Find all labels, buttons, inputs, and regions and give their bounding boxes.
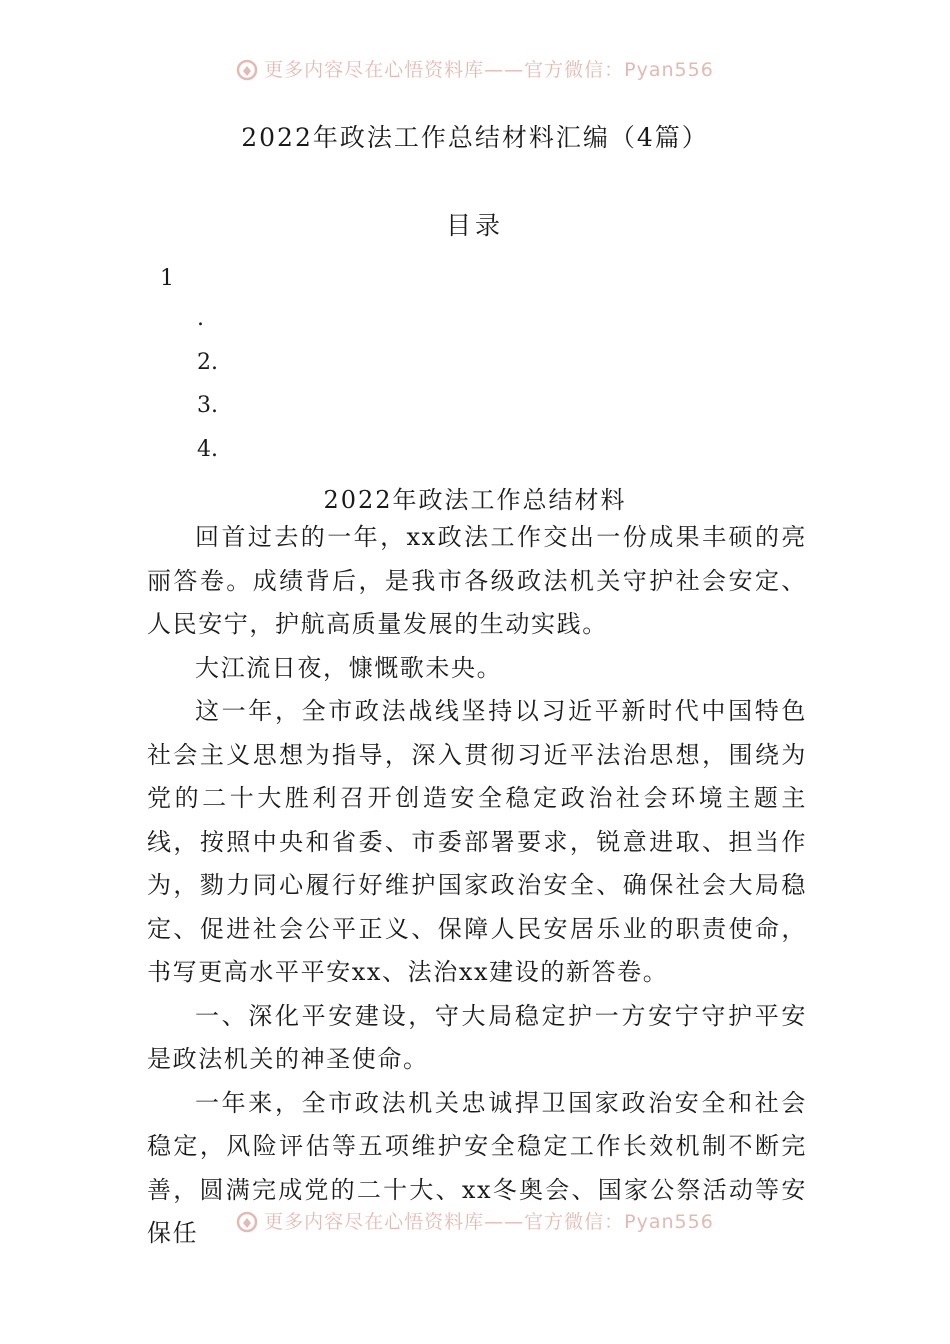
paragraph-4: 一、深化平安建设，守大局稳定护一方安宁守护平安是政法机关的神圣使命。 xyxy=(147,1001,807,1073)
watermark-logo-icon xyxy=(236,59,258,81)
watermark-text: 更多内容尽在心悟资料库——官方微信：Pyan556 xyxy=(264,59,714,81)
toc-item-3[interactable]: 3. xyxy=(197,393,218,418)
paragraph-1: 回首过去的一年，xx政法工作交出一份成果丰硕的亮丽答卷。成绩背后，是我市各级政法机关守护社会安定、人民安宁，护航高质量发展的生动实践。 xyxy=(147,523,807,638)
watermark-top xyxy=(0,55,950,85)
watermark-bottom xyxy=(0,1207,950,1237)
paragraph-2: 大江流日夜，慷慨歌未央。 xyxy=(195,653,503,682)
toc-item-1-dot[interactable]: . xyxy=(197,306,204,331)
toc-item-4[interactable]: 4. xyxy=(197,437,218,462)
toc-item-2[interactable]: 2. xyxy=(197,350,218,375)
watermark-text: 更多内容尽在心悟资料库——官方微信：Pyan556 xyxy=(264,1211,714,1233)
paragraph-5: 一年来，全市政法机关忠诚捍卫国家政治安全和社会稳定，风险评估等五项维护安全稳定工作长效机制不断完善，圆满完成党的二十大、xx冬奥会、国家公祭活动等安保任 xyxy=(147,1088,807,1247)
paragraph-3: 这一年，全市政法战线坚持以习近平新时代中国特色社会主义思想为指导，深入贯彻习近平法治思想，围绕为党的二十大胜利召开创造安全稳定政治社会环境主题主线，按照中央和省委、市委部署要求，锐意进取、担当作为，勠力同心履行好维护国家政治安全、确保社会大局稳定、促进社会公平正义、保障人民安居乐业的职责使命，书写更高水平平安xx、法治xx建设的新答卷。 xyxy=(147,697,807,986)
toc-heading: 目录 xyxy=(445,211,504,240)
section-title: 2022年政法工作总结材料 xyxy=(323,486,627,514)
toc-item-1[interactable]: 1 xyxy=(160,266,174,291)
document-title: 2022年政法工作总结材料汇编（4篇） xyxy=(241,123,709,152)
watermark-logo-icon xyxy=(236,1211,258,1233)
body-text xyxy=(147,516,807,1256)
